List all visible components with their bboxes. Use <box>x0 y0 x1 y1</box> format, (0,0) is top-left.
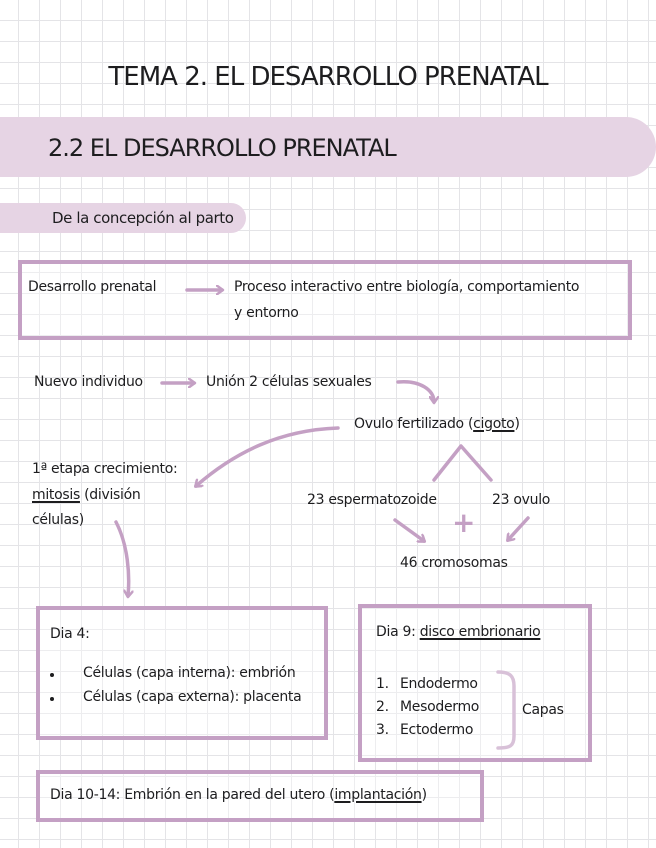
subsection-title: De la concepción al parto <box>52 209 234 227</box>
layer-item-3 <box>376 722 479 738</box>
section-title: 2.2 EL DESARROLLO PRENATAL <box>48 134 396 162</box>
cigoto-term: cigoto <box>473 416 515 432</box>
dia9-title <box>376 624 540 640</box>
layer-num-2: 2. <box>376 699 389 715</box>
etapa-line-2-rest: (división <box>79 487 141 503</box>
arrow-ovulo-etapa <box>196 428 338 486</box>
caret-split <box>434 446 491 480</box>
layer-num-3: 3. <box>376 722 389 738</box>
definition-term: Desarrollo prenatal <box>28 279 157 295</box>
etapa-line-1: 1ª etapa crecimiento: <box>32 461 178 477</box>
layer-item-1 <box>376 676 479 692</box>
layer-label-1: Endodermo <box>400 676 478 692</box>
nuevo-individuo-label: Nuevo individuo <box>34 374 143 390</box>
mitosis-term: mitosis <box>32 487 80 503</box>
arrow-union-ovulo <box>398 382 434 402</box>
main-title: TEMA 2. EL DESARROLLO PRENATAL <box>108 62 548 92</box>
disco-embrionario-term: disco embrionario <box>419 624 541 640</box>
dia4-title: Dia 4: <box>50 626 90 642</box>
cromosomas-label: 46 cromosomas <box>400 555 508 571</box>
dia4-item-2: Células (capa externa): placenta <box>38 689 301 705</box>
dia10-prefix: Dia 10-14: Embrión en la pared del utero ( <box>50 787 335 803</box>
ovulo-fertilizado-label <box>354 416 520 432</box>
dia4-list <box>38 665 301 713</box>
layer-num-1: 1. <box>376 676 389 692</box>
definition-line-1: Proceso interactivo entre biología, comportamiento <box>234 279 580 295</box>
dia10-text <box>50 787 427 803</box>
dia10-suffix: ) <box>421 787 427 803</box>
dia9-title-prefix: Dia 9: <box>376 624 420 640</box>
ovulo-suffix: ) <box>514 416 520 432</box>
layer-label-2: Mesodermo <box>400 699 480 715</box>
layer-label-3: Ectodermo <box>400 722 474 738</box>
definition-line-2: y entorno <box>234 305 299 321</box>
espermatozoide-label: 23 espermatozoide <box>307 492 437 508</box>
capas-label: Capas <box>522 702 564 718</box>
union-celulas-label: Unión 2 células sexuales <box>206 374 372 390</box>
ovulo-prefix: Ovulo fertilizado ( <box>354 416 474 432</box>
arrow-etapa-dia4 <box>116 522 129 596</box>
layer-item-2 <box>376 699 479 715</box>
etapa-line-2 <box>32 487 140 503</box>
definition-box <box>18 260 632 340</box>
dia4-item-1: Células (capa interna): embrión <box>38 665 301 681</box>
ovulo-23-label: 23 ovulo <box>492 492 551 508</box>
plus-sign: + <box>452 506 476 539</box>
implantacion-term: implantación <box>334 787 422 803</box>
etapa-line-3: células) <box>32 512 84 528</box>
arrow-ovulo-cromosomas <box>508 518 528 540</box>
arrow-esperma-cromosomas <box>395 520 424 541</box>
layers-list <box>376 676 479 745</box>
